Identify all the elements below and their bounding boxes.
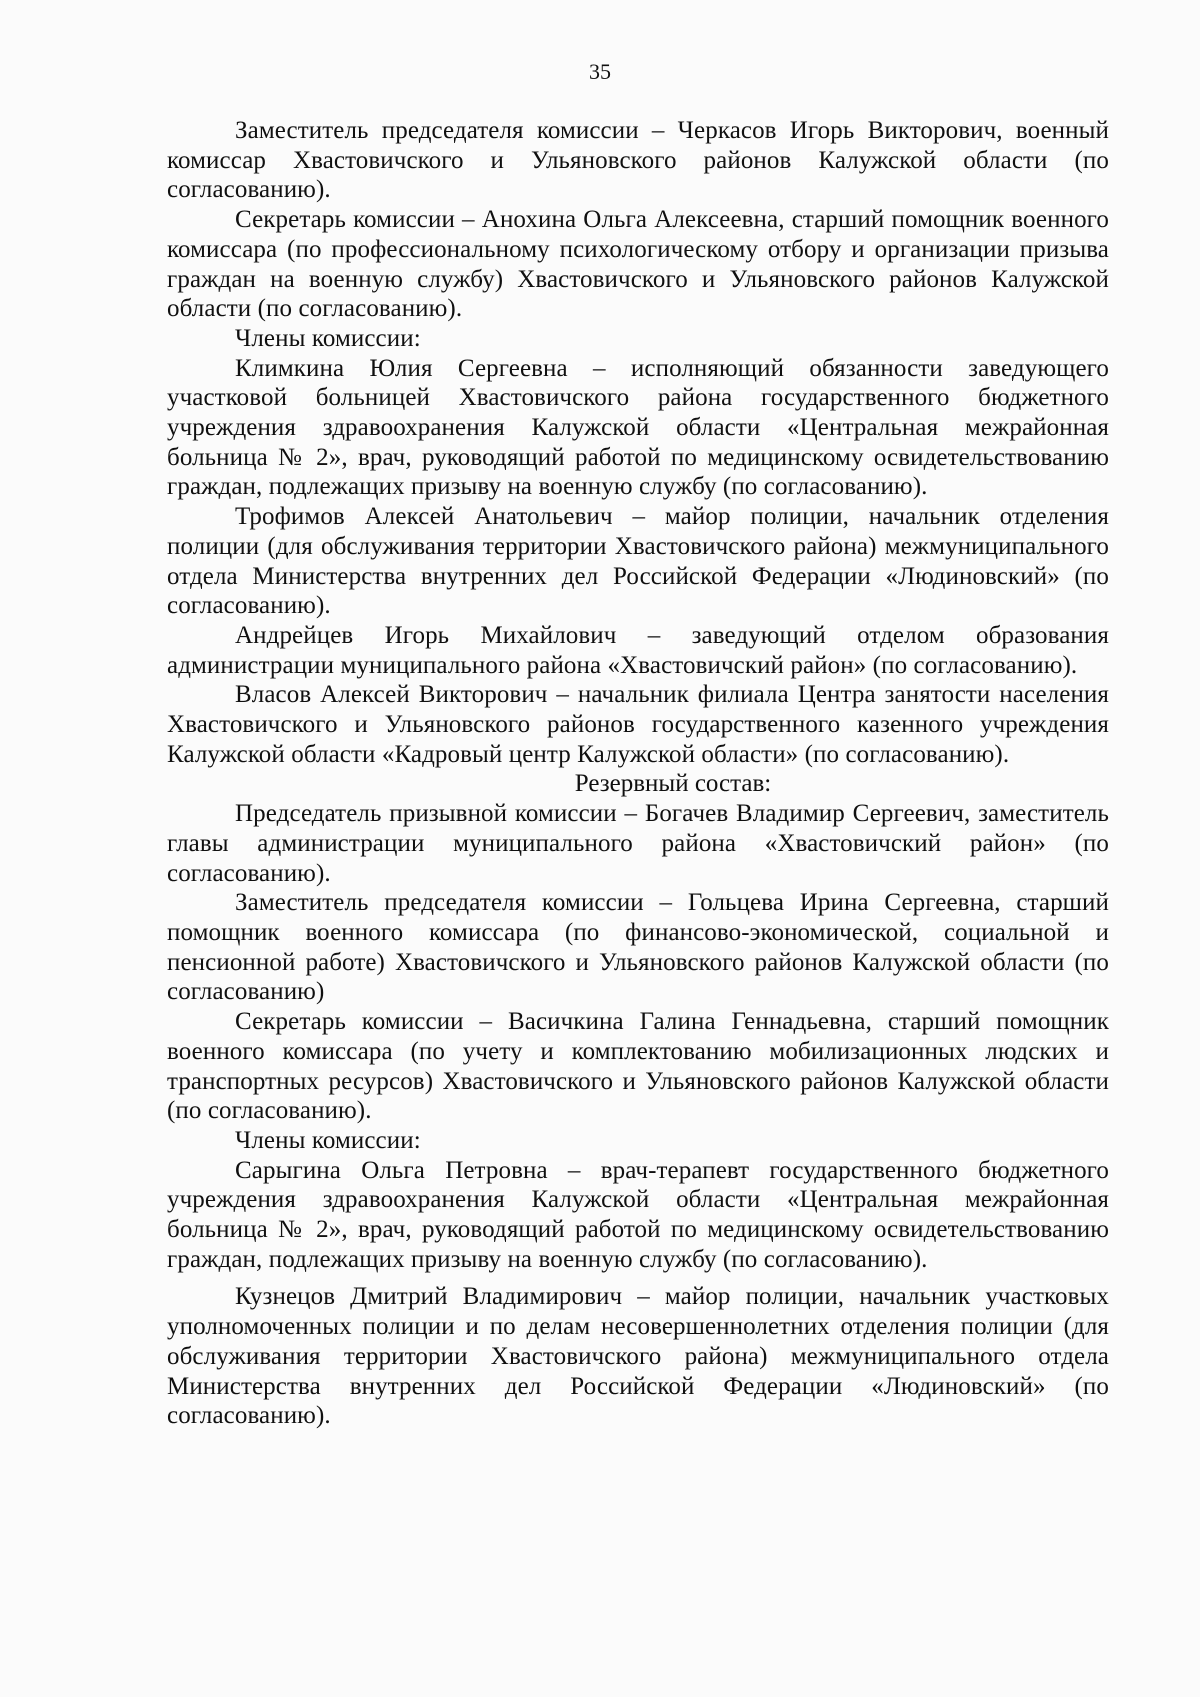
paragraph-secretary: Секретарь комиссии – Анохина Ольга Алексеевна, старший помощник военного комиссара (по профессиональному психологическому отбору и организации призыва граждан на военную службу) Хвастовичского и Ульяновского районов Калужской области (по согласованию).: [167, 206, 1109, 323]
paragraph-deputy-chairman: Заместитель председателя комиссии – Черкасов Игорь Викторович, военный комиссар Хвастовичского и Ульяновского районов Калужской области (по согласованию).: [167, 117, 1109, 204]
paragraph-member-klimkina: Климкина Юлия Сергеевна – исполняющий обязанности заведующего участковой больницей Хвастовичского района государственного бюджетного учреждения здравоохранения Калужской области «Центральная межрайонная больница № 2», врач, руководящий работой по медицинскому освидетельствованию граждан, подлежащих призыву на военную службу (по согласованию).: [167, 354, 1109, 501]
paragraph-reserve-chairman: Председатель призывной комиссии – Богачев Владимир Сергеевич, заместитель главы администрации муниципального района «Хвастовичский район» (по согласованию).: [167, 800, 1109, 887]
document-body: [167, 116, 1109, 1431]
paragraph-members-heading: Члены комиссии:: [235, 324, 421, 352]
paragraph-member-trofimov: Трофимов Алексей Анатольевич – майор полиции, начальник отделения полиции (для обслуживания территории Хвастовичского района) межмуниципального отдела Министерства внутренних дел Российской Федерации «Людиновский» (по согласованию).: [167, 503, 1109, 620]
page-number: 35: [589, 59, 611, 84]
paragraph-reserve-members-heading: Члены комиссии:: [235, 1126, 421, 1154]
paragraph-reserve-secretary: Секретарь комиссии – Васичкина Галина Геннадьевна, старший помощник военного комиссара (по учету и комплектованию мобилизационных людских и транспортных ресурсов) Хвастовичского и Ульяновского районов Калужской области (по согласованию).: [167, 1008, 1109, 1125]
paragraph-member-andreytsev: Андрейцев Игорь Михайлович – заведующий отделом образования администрации муниципального района «Хвастовичский район» (по согласованию).: [167, 621, 1109, 679]
paragraph-member-vlasov: Власов Алексей Викторович – начальник филиала Центра занятости населения Хвастовичского и Ульяновского районов государственного казенного учреждения Калужской области «Кадровый центр Калужской области» (по согласованию).: [167, 681, 1109, 768]
paragraph-reserve-member-sarygina: Сарыгина Ольга Петровна – врач-терапевт государственного бюджетного учреждения здравоохранения Калужской области «Центральная межрайонная больница № 2», врач, руководящий работой по медицинскому освидетельствованию граждан, подлежащих призыву на военную службу (по согласованию).: [167, 1156, 1109, 1273]
reserve-composition-heading: Резервный состав:: [574, 770, 772, 798]
paragraph-reserve-deputy-chairman: Заместитель председателя комиссии – Гольцева Ирина Сергеевна, старший помощник военного комиссара (по финансово-экономической, социальной и пенсионной работе) Хвастовичского и Ульяновского районов Калужской области (по согласованию): [167, 889, 1109, 1006]
paragraph-reserve-member-kuznetsov: Кузнецов Дмитрий Владимирович – майор полиции, начальник участковых уполномоченных полиции и по делам несовершеннолетних отделения полиции (для обслуживания территории Хвастовичского района) межмуниципального отдела Министерства внутренних дел Российской Федерации «Людиновский» (по согласованию).: [167, 1283, 1109, 1430]
